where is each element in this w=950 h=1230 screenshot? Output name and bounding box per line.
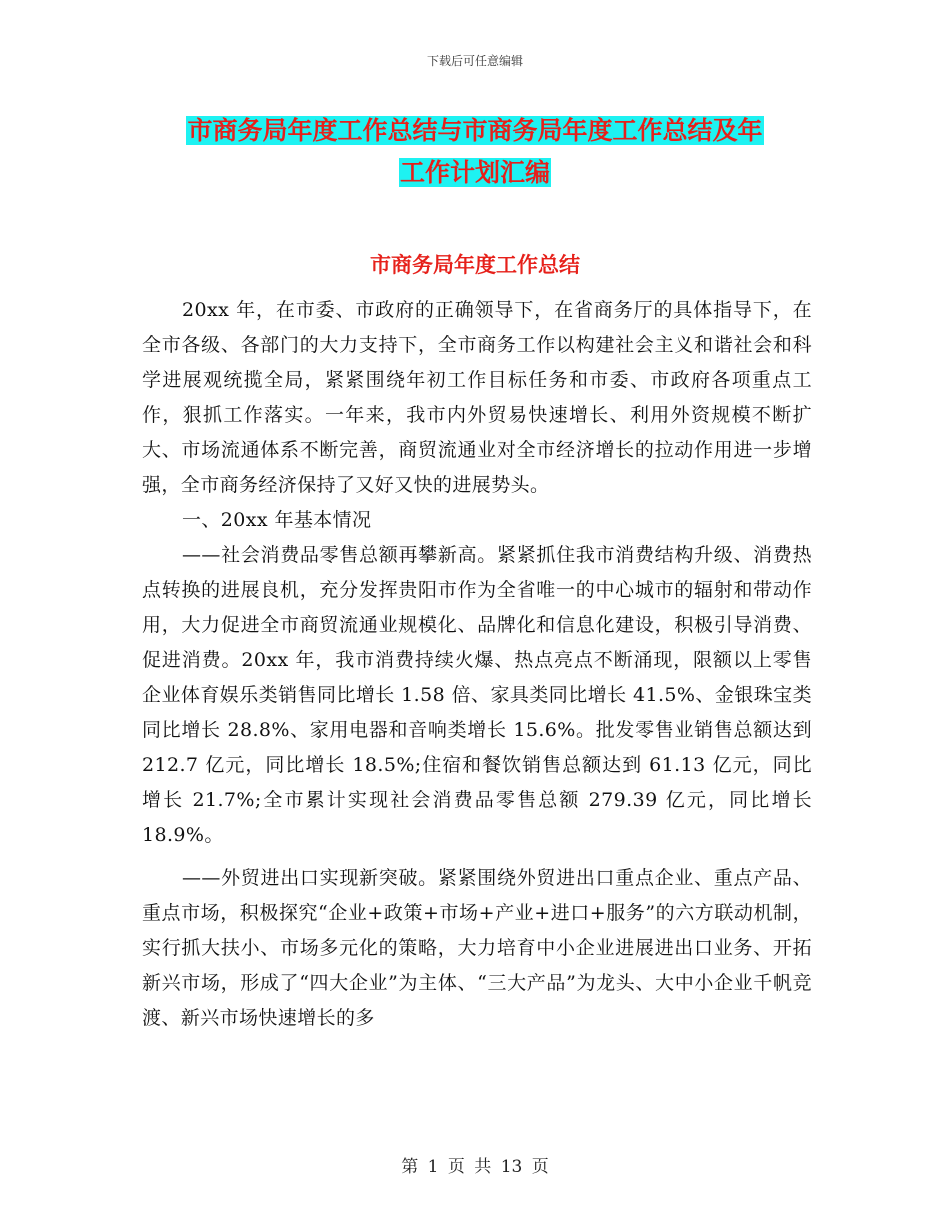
document-title xyxy=(0,110,950,194)
heading-basic-situation: 一、20xx 年基本情况 xyxy=(182,509,372,531)
body-text xyxy=(142,293,812,1036)
paragraph-intro: 20xx 年，在市委、市政府的正确领导下，在省商务厅的具体指导下，在全市各级、各部门的大力支持下，全市商务工作以构建社会主义和谐社会和科学进展观统揽全局，紧紧围绕年初工作目标任务和市委、市政府各项重点工作，狠抓工作落实。一年来，我市内外贸易快速增长、利用外资规模不断扩大、市场流通体系不断完善，商贸流通业对全市经济增长的拉动作用进一步增强，全市商务经济保持了又好又快的进展势头。 xyxy=(142,299,812,496)
document-title-line-2: 工作计划汇编 xyxy=(399,158,550,187)
paragraph-consumer-retail: ——社会消费品零售总额再攀新高。紧紧抓住我市消费结构升级、消费热点转换的进展良机，充分发挥贵阳市作为全省唯一的中心城市的辐射和带动作用，大力促进全市商贸流通业规模化、品牌化和信息化建设，积极引导消费、促进消费。20xx 年，我市消费持续火爆、热点亮点不断涌现，限额以上零售企业体育娱乐类销售同比增长 1.58 倍、家具类同比增长 41.5%、金银珠宝类同比增长 28.8%、家用电器和音响类增长 15.6%。批发零售业销售总额达到 212.7 亿元，同比增长 18.5%;住宿和餐饮销售总额达到 61.13 亿元，同比增长 21.7%;全市累计实现社会消费品零售总额 279.39 亿元，同比增长 18.9%。 xyxy=(142,544,812,846)
document-title-line-1: 市商务局年度工作总结与市商务局年度工作总结及年 xyxy=(187,116,763,145)
paragraph-foreign-trade: ——外贸进出口实现新突破。紧紧围绕外贸进出口重点企业、重点产品、重点市场，积极探究“企业+政策+市场+产业+进口+服务”的六方联动机制，实行抓大扶小、市场多元化的策略，大力培育中小企业进展进出口业务、开拓新兴市场，形成了“四大企业”为主体、“三大产品”为龙头、大中小企业千帆竞渡、新兴市场快速增长的多 xyxy=(142,867,812,1029)
page-footer: 第 1 页 共 13 页 xyxy=(401,1157,549,1177)
header-note: 下载后可任意编辑 xyxy=(426,54,523,68)
section-title: 市商务局年度工作总结 xyxy=(370,253,580,277)
